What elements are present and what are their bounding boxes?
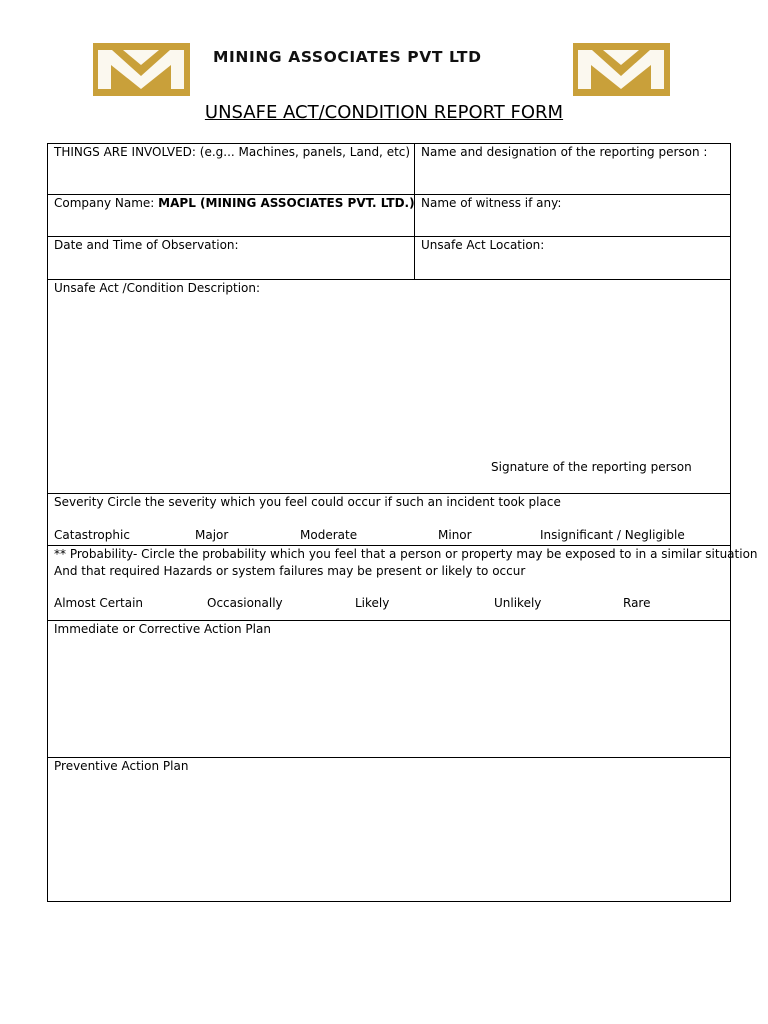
row-things-involved bbox=[48, 144, 730, 195]
probability-label: ** Probability- Circle the probability which you feel that a person or property may be exposed to in a similar situation bbox=[54, 547, 758, 561]
row-date-location bbox=[48, 237, 730, 280]
date-time-field[interactable] bbox=[48, 237, 415, 279]
company-name-value: MAPL (MINING ASSOCIATES PVT. LTD.) bbox=[158, 196, 415, 210]
probability-option-rare[interactable]: Rare bbox=[623, 596, 651, 610]
location-field[interactable] bbox=[415, 237, 730, 279]
company-name: MINING ASSOCIATES PVT LTD bbox=[213, 48, 482, 66]
severity-option-minor[interactable]: Minor bbox=[438, 528, 472, 542]
row-description bbox=[48, 280, 730, 494]
severity-option-catastrophic[interactable]: Catastrophic bbox=[54, 528, 130, 542]
probability-section bbox=[48, 546, 758, 620]
company-logo-left bbox=[93, 43, 190, 96]
preventive-action-field[interactable] bbox=[48, 758, 730, 901]
signature-label: Signature of the reporting person bbox=[491, 460, 692, 474]
witness-field[interactable] bbox=[415, 195, 730, 236]
row-company bbox=[48, 195, 730, 237]
row-corrective-action bbox=[48, 621, 730, 758]
report-form bbox=[47, 143, 758, 902]
probability-option-unlikely[interactable]: Unlikely bbox=[494, 596, 542, 610]
row-probability bbox=[48, 546, 758, 621]
probability-sublabel: And that required Hazards or system failures may be present or likely to occur bbox=[54, 564, 526, 578]
description-field[interactable] bbox=[48, 280, 730, 493]
severity-option-major[interactable]: Major bbox=[195, 528, 229, 542]
row-preventive-action bbox=[48, 758, 730, 901]
probability-option-almost-certain[interactable]: Almost Certain bbox=[54, 596, 144, 610]
row-severity bbox=[48, 494, 730, 546]
company-name-label: Company Name: bbox=[54, 196, 159, 210]
company-name-field[interactable] bbox=[48, 195, 415, 236]
location-label: Unsafe Act Location: bbox=[421, 238, 545, 252]
corrective-action-field[interactable] bbox=[48, 621, 730, 757]
date-time-label: Date and Time of Observation: bbox=[54, 238, 239, 252]
severity-option-insignificant[interactable]: Insignificant / Negligible bbox=[540, 528, 685, 542]
severity-label: Severity Circle the severity which you feel could occur if such an incident took place bbox=[54, 495, 561, 509]
company-name-text bbox=[54, 195, 415, 212]
severity-section bbox=[48, 494, 730, 545]
company-logo-right bbox=[573, 43, 670, 96]
corrective-action-label: Immediate or Corrective Action Plan bbox=[54, 622, 271, 636]
probability-option-likely[interactable]: Likely bbox=[355, 596, 390, 610]
preventive-action-label: Preventive Action Plan bbox=[54, 759, 189, 773]
things-involved-field[interactable] bbox=[48, 144, 415, 194]
severity-option-moderate[interactable]: Moderate bbox=[300, 528, 358, 542]
things-involved-label: THINGS ARE INVOLVED: (e.g... Machines, panels, Land, etc) bbox=[54, 145, 411, 159]
form-title: UNSAFE ACT/CONDITION REPORT FORM bbox=[204, 102, 564, 123]
reporting-person-label: Name and designation of the reporting person : bbox=[421, 145, 708, 159]
description-label: Unsafe Act /Condition Description: bbox=[54, 281, 261, 295]
witness-label: Name of witness if any: bbox=[421, 196, 562, 210]
probability-option-occasionally[interactable]: Occasionally bbox=[207, 596, 283, 610]
reporting-person-field[interactable] bbox=[415, 144, 730, 194]
